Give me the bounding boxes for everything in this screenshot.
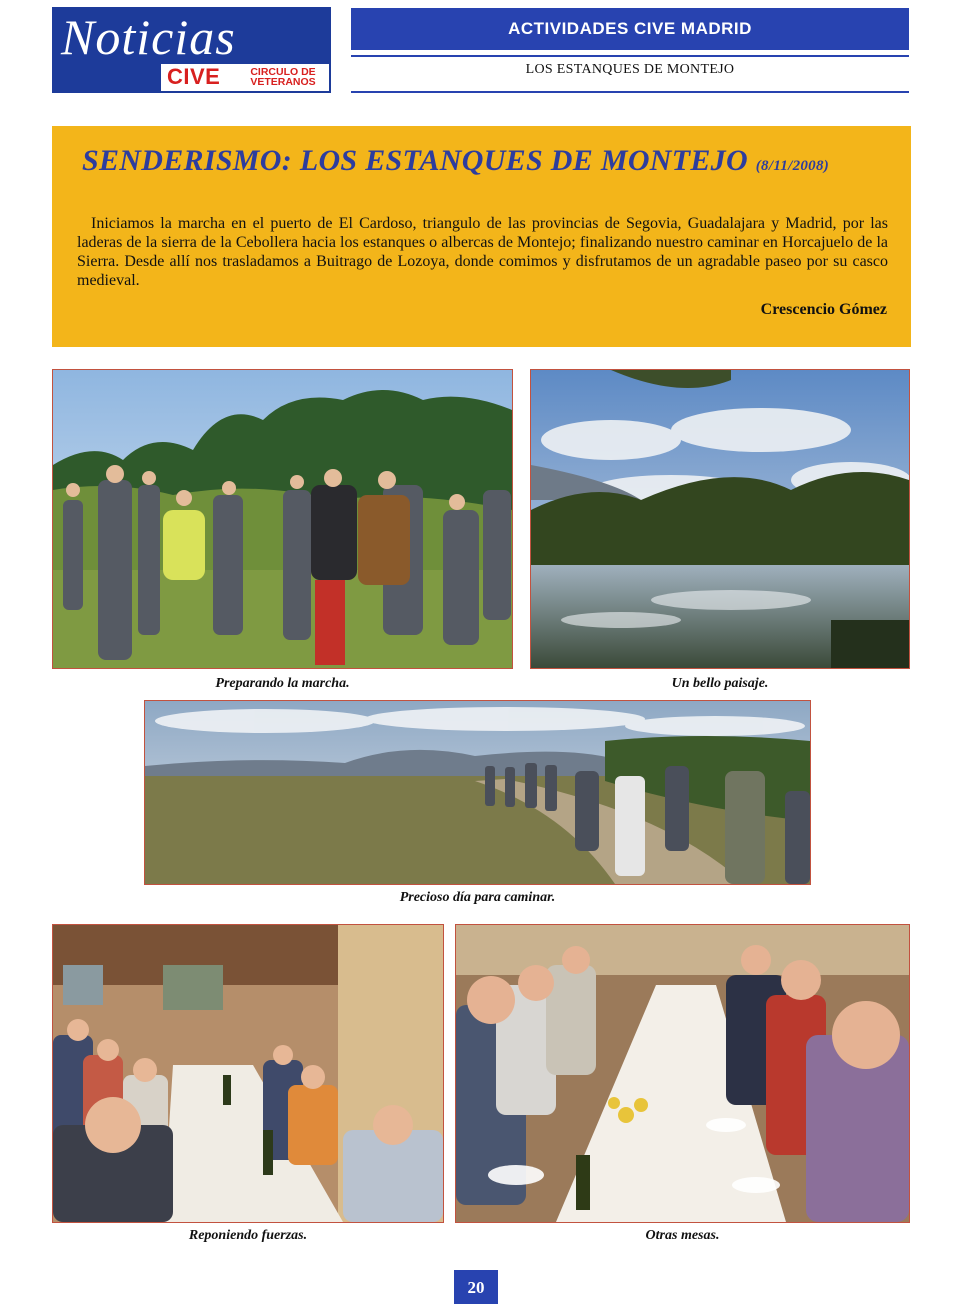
article-body: Iniciamos la marcha en el puerto de El Cardoso, triangulo de las provincias de Segovia, Guadalajara y Madrid, por las laderas de la sierra de la Cebollera hacia los estanques o albercas de Montejo; finalizando nuestro caminar en Horcajuelo de la Sierra. Desde allí nos trasladamos a Buitrago de Lozoya, donde comimos y disfrutamos de un agradable paseo por su casco medieval. bbox=[77, 215, 888, 289]
article-label: LOS ESTANQUES DE MONTEJO bbox=[525, 62, 735, 77]
photo-caption: Preparando la marcha. bbox=[215, 676, 350, 691]
noticias-logo bbox=[52, 7, 331, 93]
photo-walking-path bbox=[144, 700, 811, 885]
logo-subtitle bbox=[241, 67, 325, 87]
photo-pond-landscape bbox=[530, 369, 910, 669]
article-author: Crescencio Gómez bbox=[760, 301, 887, 318]
page-number: 20 bbox=[454, 1270, 498, 1304]
article-title-line bbox=[82, 144, 902, 178]
header-divider-bottom bbox=[351, 91, 909, 93]
photo-caption: Otras mesas. bbox=[645, 1228, 720, 1243]
article-title: SENDERISMO: LOS ESTANQUES DE MONTEJO bbox=[82, 144, 748, 177]
article-box bbox=[52, 126, 911, 347]
logo-subtitle-line2: VETERANOS bbox=[250, 76, 316, 88]
article-date: (8/11/2008) bbox=[755, 158, 830, 174]
photo-other-tables bbox=[455, 924, 910, 1223]
noticias-wordmark bbox=[53, 10, 330, 64]
photo-caption: Un bello paisaje. bbox=[671, 676, 769, 691]
section-header-bar bbox=[351, 8, 909, 50]
photo-caption: Reponiendo fuerzas. bbox=[188, 1228, 308, 1243]
header-divider-top bbox=[351, 55, 909, 57]
logo-subtitle-panel bbox=[161, 64, 329, 91]
logo-subtitle-line1: CIRCULO DE bbox=[250, 66, 316, 78]
photo-hikers-group bbox=[52, 369, 513, 669]
photo-restaurant-table bbox=[52, 924, 444, 1223]
logo-word-text: Noticias bbox=[61, 10, 236, 64]
photo-caption: Precioso día para caminar. bbox=[399, 890, 556, 905]
logo-brand: CIVE bbox=[167, 64, 221, 89]
section-title: ACTIVIDADES CIVE MADRID bbox=[508, 19, 752, 38]
